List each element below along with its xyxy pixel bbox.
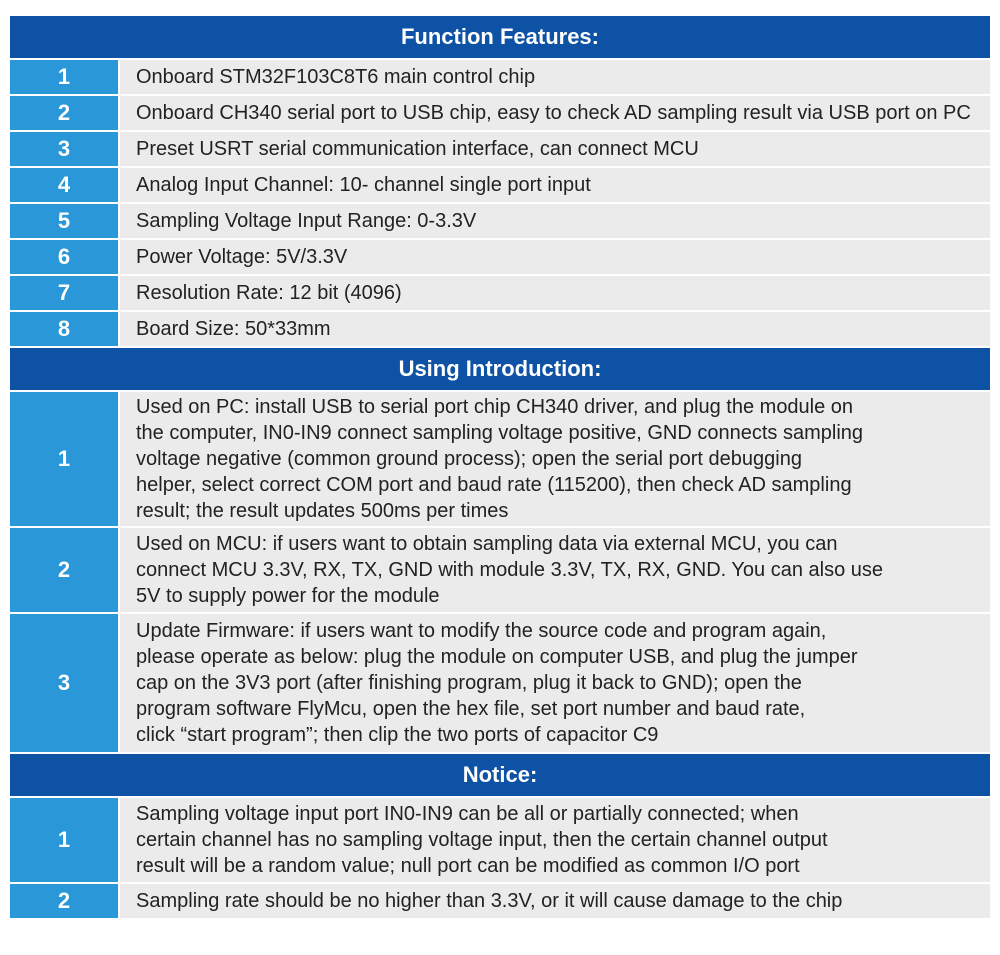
table-row [10,798,990,882]
row-text: Preset USRT serial communication interface, can connect MCU [120,132,990,166]
row-number: 4 [10,168,118,202]
row-number: 2 [10,96,118,130]
row-number: 3 [10,614,118,752]
row-text-line: connect MCU 3.3V, RX, TX, GND with module 3.3V, TX, RX, GND. You can also use [136,559,884,581]
row-number: 2 [10,884,118,918]
row-number: 7 [10,276,118,310]
table-row [10,168,990,202]
row-text [120,798,990,882]
row-number: 5 [10,204,118,238]
row-text [120,392,990,526]
row-text: Onboard CH340 serial port to USB chip, easy to check AD sampling result via USB port on PC [120,96,990,130]
row-text: Board Size: 50*33mm [120,312,990,346]
row-text-line: click “start program”; then clip the two ports of capacitor C9 [136,724,659,746]
row-text-line: cap on the 3V3 port (after finishing program, plug it back to GND); open the [136,672,802,694]
row-text-line: Sampling voltage input port IN0-IN9 can be all or partially connected; when [136,803,799,825]
row-text: Sampling rate should be no higher than 3.3V, or it will cause damage to the chip [120,884,990,918]
table-row [10,884,990,918]
row-text-line: Used on MCU: if users want to obtain sampling data via external MCU, you can [136,533,838,555]
row-text-line: please operate as below: plug the module on computer USB, and plug the jumper [136,646,858,668]
row-text [120,528,990,612]
table-row [10,276,990,310]
row-text-line: Update Firmware: if users want to modify the source code and program again, [136,620,827,642]
row-text: Sampling Voltage Input Range: 0-3.3V [120,204,990,238]
row-text-line: voltage negative (common ground process); open the serial port debugging [136,448,802,470]
spec-sheet [10,16,990,918]
table-row [10,60,990,94]
row-text-line: result will be a random value; null port can be modified as common I/O port [136,855,800,877]
row-number: 1 [10,798,118,882]
table-row [10,528,990,612]
row-text: Power Voltage: 5V/3.3V [120,240,990,274]
table-row [10,312,990,346]
row-text-line: the computer, IN0-IN9 connect sampling voltage positive, GND connects sampling [136,422,864,444]
section-header-function-features: Function Features: [10,16,990,58]
row-text-line: helper, select correct COM port and baud rate (115200), then check AD sampling [136,474,852,496]
row-text-line: program software FlyMcu, open the hex file, set port number and baud rate, [136,698,806,720]
row-number: 1 [10,392,118,526]
row-number: 2 [10,528,118,612]
table-row [10,96,990,130]
section-header-notice: Notice: [10,754,990,796]
table-row [10,204,990,238]
table-row [10,392,990,526]
row-number: 3 [10,132,118,166]
row-text: Analog Input Channel: 10- channel single port input [120,168,990,202]
table-row [10,132,990,166]
row-text-line: 5V to supply power for the module [136,585,440,607]
section-header-using-introduction: Using Introduction: [10,348,990,390]
row-text-line: certain channel has no sampling voltage input, then the certain channel output [136,829,828,851]
table-row [10,614,990,752]
row-text [120,614,990,752]
row-number: 8 [10,312,118,346]
row-text: Onboard STM32F103C8T6 main control chip [120,60,990,94]
row-text: Resolution Rate: 12 bit (4096) [120,276,990,310]
row-text-line: Used on PC: install USB to serial port chip CH340 driver, and plug the module on [136,396,854,418]
row-text-line: result; the result updates 500ms per times [136,500,509,522]
row-number: 6 [10,240,118,274]
table-row [10,240,990,274]
row-number: 1 [10,60,118,94]
